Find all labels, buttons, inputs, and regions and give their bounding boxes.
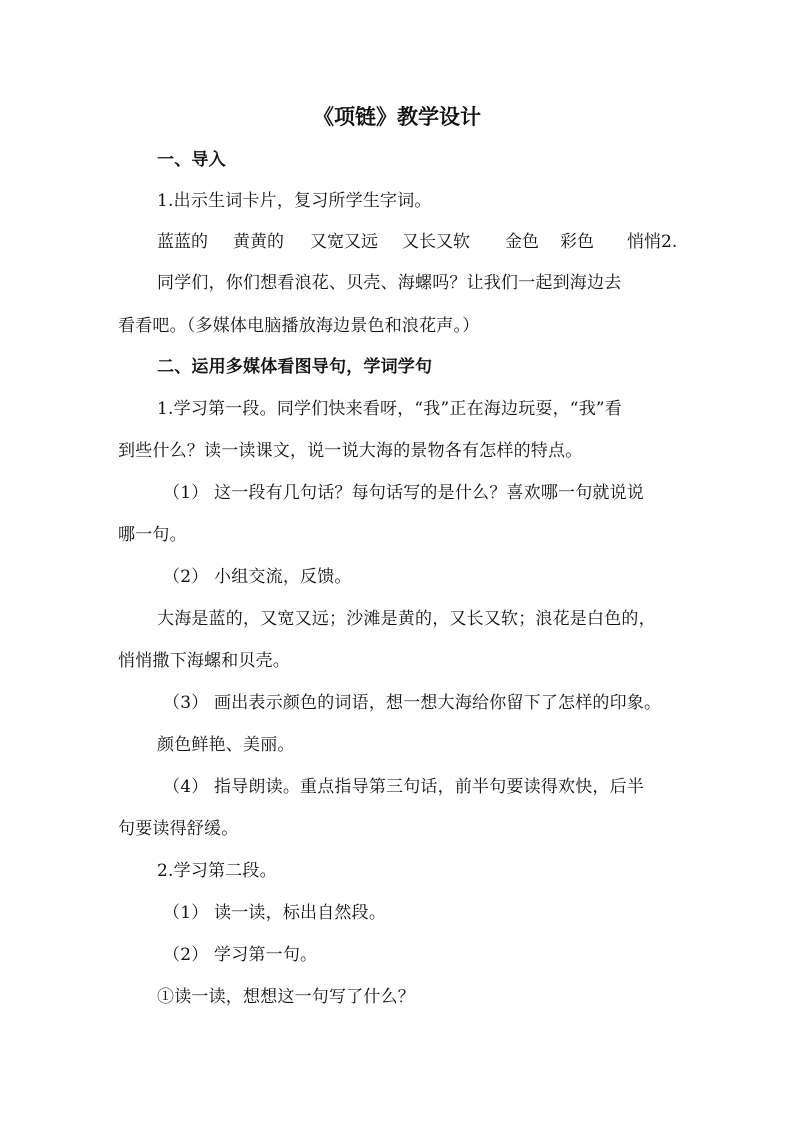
section-heading-intro: 一、导入 bbox=[157, 150, 226, 170]
question-3: （3） 画出表示颜色的词语，想一想大海给你留下了怎样的印象。 bbox=[163, 693, 662, 713]
question-1-line2: 哪一句。 bbox=[118, 525, 187, 545]
second-question-1: （1） 读一读，标出自然段。 bbox=[163, 903, 387, 923]
question-4-line1: （4） 指导朗读。重点指导第三句话，前半句要读得欢快，后半 bbox=[163, 777, 645, 797]
question-4-line2: 句要读得舒缓。 bbox=[118, 819, 239, 839]
vocab-word: 金色 bbox=[505, 232, 539, 252]
paragraph-review-words: 1.出示生词卡片，复习所学生字词。 bbox=[157, 191, 432, 211]
vocab-word: 又宽又远 bbox=[310, 232, 378, 252]
second-question-2: （2） 学习第一句。 bbox=[163, 945, 318, 965]
paragraph-intro-question-line2: 看看吧。（多媒体电脑播放海边景色和浪花声。） bbox=[118, 316, 480, 336]
question-1-line1: （1） 这一段有几句话？每句话写的是什么？喜欢哪一句就说说 bbox=[163, 483, 645, 503]
document-title: 《项链》教学设计 bbox=[313, 104, 481, 129]
vocab-word: 悄悄2. bbox=[627, 232, 678, 252]
question-2: （2） 小组交流，反馈。 bbox=[163, 567, 352, 587]
vocab-word: 黄黄的 bbox=[233, 232, 284, 252]
answer-3: 颜色鲜艳、美丽。 bbox=[157, 735, 295, 755]
answer-2-line2: 悄悄撒下海螺和贝壳。 bbox=[118, 651, 290, 671]
paragraph-study-first-line2: 到些什么？读一读课文，说一说大海的景物各有怎样的特点。 bbox=[118, 441, 583, 461]
paragraph-study-second: 2.学习第二段。 bbox=[157, 861, 277, 881]
section-heading-multimedia: 二、运用多媒体看图导句，学词学句 bbox=[157, 357, 433, 377]
answer-2-line1: 大海是蓝的，又宽又远；沙滩是黄的，又长又软；浪花是白色的， bbox=[157, 609, 656, 629]
vocab-word: 又长又软 bbox=[402, 232, 470, 252]
paragraph-intro-question-line1: 同学们，你们想看浪花、贝壳、海螺吗？让我们一起到海边去 bbox=[157, 273, 622, 293]
vocab-word: 蓝蓝的 bbox=[157, 232, 208, 252]
second-question-2-answer: ①读一读，想想这一句写了什么？ bbox=[157, 987, 415, 1007]
paragraph-study-first-line1: 1.学习第一段。同学们快来看呀，“我”正在海边玩耍，“我”看 bbox=[157, 399, 622, 419]
vocab-word: 彩色 bbox=[560, 232, 594, 252]
